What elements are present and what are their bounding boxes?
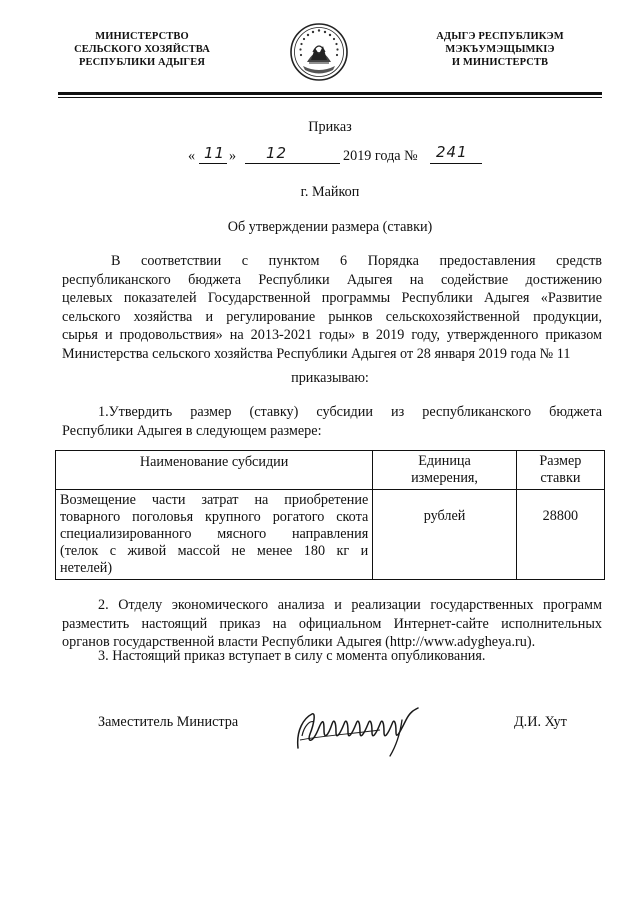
table-header-row bbox=[56, 451, 605, 490]
date-open-quote: « bbox=[188, 148, 196, 164]
preamble-line: сельского хозяйства и регулирование рынков сельскохозяйственной продукции, bbox=[62, 308, 602, 325]
header-subsidy-name-text: Наименование субсидии bbox=[139, 454, 289, 470]
document-number: 241 bbox=[436, 143, 468, 161]
preamble-line: В соответствии с пунктом 6 Порядка предоставления средств bbox=[111, 253, 602, 269]
subsidy-name-cell bbox=[56, 490, 373, 580]
subsidy-name-line: специализированного мясного направления bbox=[60, 526, 369, 542]
subsidy-name-line: нетелей) bbox=[60, 560, 113, 576]
preamble-line: сырья и продовольствия» на 2013-2021 годы» в 2019 году, утвержденного приказом bbox=[62, 327, 602, 343]
document-title: Приказ bbox=[308, 119, 352, 135]
handwritten-signature-icon bbox=[290, 700, 440, 760]
header-rate-line: ставки bbox=[540, 470, 581, 486]
header-rule-thick bbox=[58, 92, 602, 95]
item-1-line: Республики Адыгея в следующем размере: bbox=[62, 422, 322, 439]
preamble-line: республиканского бюджета Республики Адыгея на содействие достижению bbox=[62, 271, 602, 288]
header-subsidy-name bbox=[56, 451, 373, 490]
ministry-name-russian bbox=[42, 30, 242, 69]
table-row bbox=[56, 490, 605, 580]
signatory-name: Д.И. Хут bbox=[514, 714, 567, 730]
date-day-underline bbox=[199, 163, 227, 164]
header-unit-line: Единица bbox=[418, 453, 471, 469]
document-city: г. Майкоп bbox=[300, 184, 360, 200]
subsidy-rate-cell: 28800 bbox=[516, 490, 604, 580]
header-left-line: РЕСПУБЛИКИ АДЫГЕЯ bbox=[78, 57, 206, 68]
subsidy-name-line: Возмещение части затрат на приобретение bbox=[60, 492, 369, 508]
date-year-text: 2019 года № bbox=[343, 148, 418, 164]
ministry-name-adyghe bbox=[400, 30, 600, 69]
subsidy-unit-cell: рублей bbox=[373, 490, 517, 580]
header-right-line: И МИНИСТЕРСТВ bbox=[451, 57, 549, 68]
preamble-paragraph bbox=[62, 252, 602, 363]
item-2-line: 2. Отделу экономического анализа и реализации государственных программ bbox=[98, 597, 602, 613]
subsidy-table bbox=[55, 450, 605, 580]
header-unit-line: измерения, bbox=[411, 470, 478, 486]
header-right-line: МЭКЪУМЭЩЫМКIЭ bbox=[445, 44, 555, 55]
item-3-text: 3. Настоящий приказ вступает в силу с момента опубликования. bbox=[98, 648, 486, 664]
header-right-line: АДЫГЭ РЕСПУБЛИКЭМ bbox=[436, 31, 564, 42]
header-unit bbox=[373, 451, 517, 490]
preamble-line: целевых показателей Государственной программы Республики Адыгея «Развитие bbox=[62, 290, 602, 306]
date-day: 11 bbox=[204, 144, 226, 162]
document-number-underline bbox=[430, 163, 482, 164]
document-subject: Об утверждении размера (ставки) bbox=[227, 219, 433, 235]
order-word: приказываю: bbox=[291, 370, 369, 386]
header-left-line: МИНИСТЕРСТВО bbox=[95, 31, 189, 42]
header-rate bbox=[516, 451, 604, 490]
signatory-position: Заместитель Министра bbox=[98, 714, 239, 730]
date-month-underline bbox=[245, 163, 340, 164]
subsidy-name-line: товарного поголовья крупного рогатого скота bbox=[60, 509, 369, 525]
subsidy-name-line: (телок с живой массой не менее 180 кг и bbox=[60, 543, 369, 559]
header-rate-line: Размер bbox=[539, 453, 582, 469]
header-left-line: СЕЛЬСКОГО ХОЗЯЙСТВА bbox=[74, 44, 210, 55]
header-rule-thin bbox=[58, 97, 602, 98]
item-2-paragraph bbox=[62, 596, 602, 652]
date-close-quote: » bbox=[229, 148, 237, 164]
date-month: 12 bbox=[266, 144, 288, 162]
item-1-line: 1.Утвердить размер (ставку) субсидии из республиканского бюджета bbox=[98, 404, 602, 420]
preamble-line: Министерства сельского хозяйства Республики Адыгея от 28 января 2019 года № 11 bbox=[62, 345, 571, 362]
item-2-line: разместить настоящий приказ на официальном Интернет-сайте исполнительных bbox=[62, 615, 602, 632]
item-1-paragraph bbox=[62, 403, 602, 440]
item-2-line: органов государственной власти Республики Адыгея (http://www.adygheya.ru). bbox=[62, 634, 536, 650]
coat-of-arms-icon bbox=[289, 22, 349, 82]
date-number-line bbox=[0, 143, 640, 170]
